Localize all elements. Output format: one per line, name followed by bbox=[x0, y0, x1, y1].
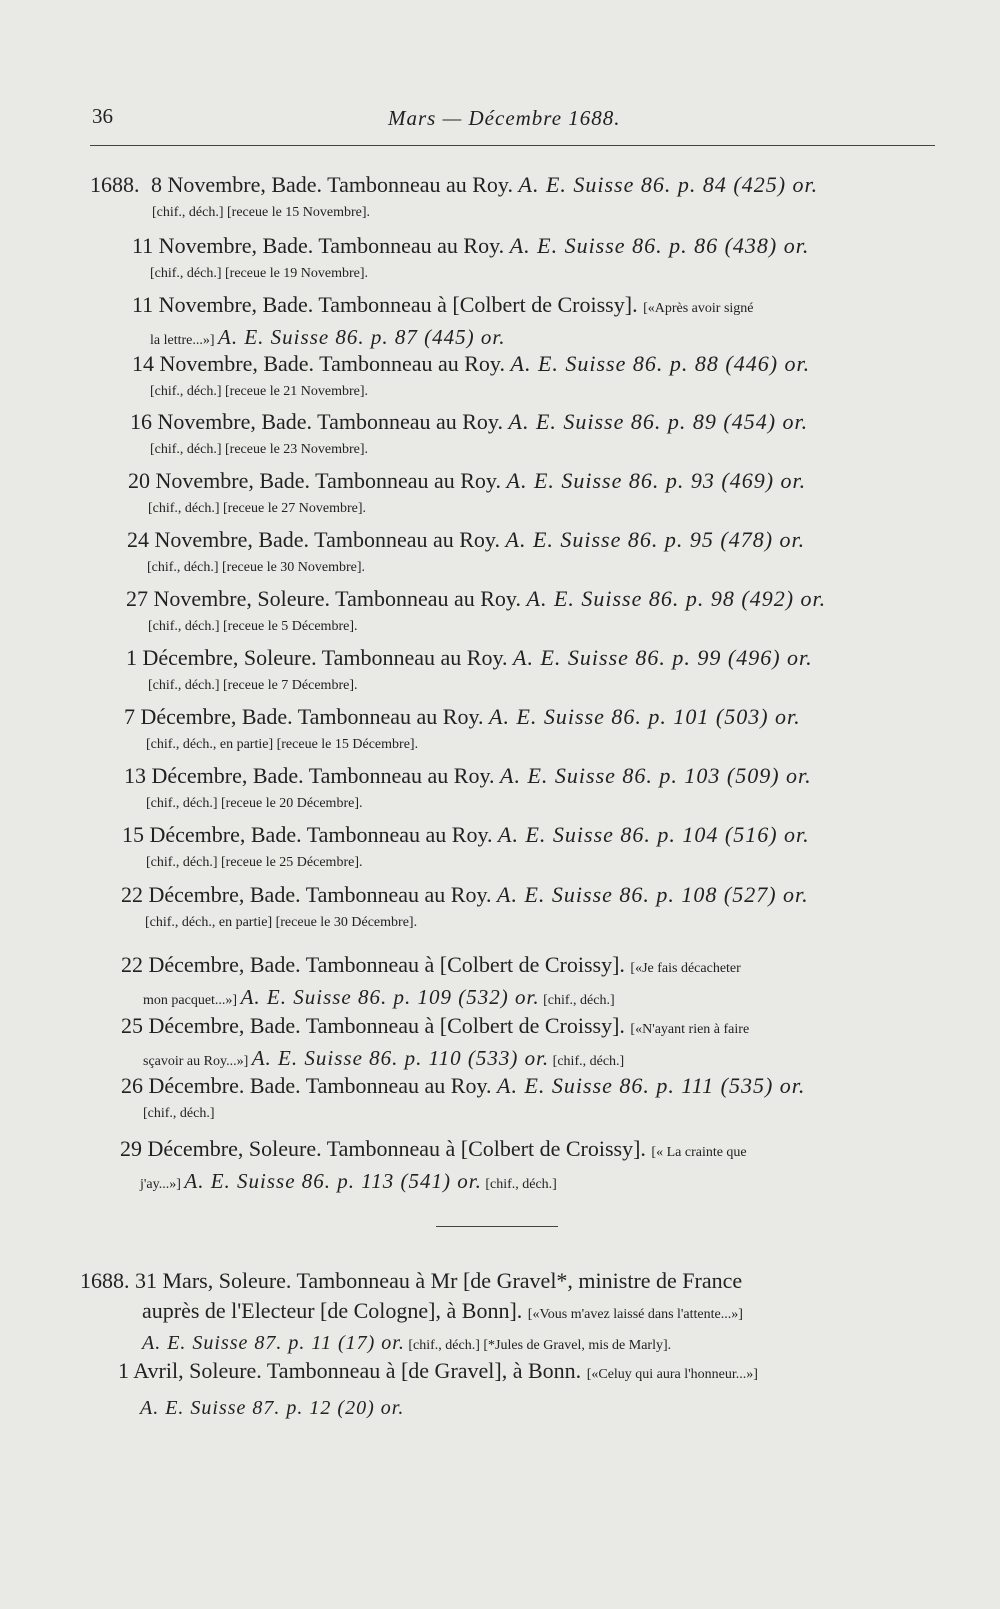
entry-description: Tambonneau à [Colbert de Croissy]. bbox=[305, 952, 625, 977]
page-number: 36 bbox=[92, 104, 113, 128]
list-item bbox=[120, 1136, 960, 1196]
entry-date: 29 Décembre, Soleure. bbox=[120, 1136, 322, 1161]
entry-year: 1688. bbox=[90, 172, 140, 197]
entry-reference: A. E. Suisse 86. p. 95 (478) or. bbox=[505, 527, 806, 552]
list-item bbox=[121, 1013, 961, 1073]
entry-reference: A. E. Suisse 86. p. 87 (445) or. bbox=[218, 325, 506, 349]
entry-quote-note: [«Celuy qui aura l'honneur...»] bbox=[586, 1367, 758, 1382]
list-item bbox=[132, 233, 972, 285]
entry-reference: A. E. Suisse 86. p. 110 (533) or. bbox=[251, 1046, 550, 1070]
entry-quote-cont: la lettre...»] bbox=[150, 333, 215, 348]
entry-note: [chif., déch.] bbox=[552, 1054, 625, 1069]
entry-note: [chif., déch.] bbox=[485, 1177, 557, 1192]
entry-date: 7 Décembre, Bade. bbox=[124, 704, 293, 729]
entry-date: 14 Novembre, Bade. bbox=[132, 351, 315, 376]
entry-quote-note: [«N'ayant rien à faire bbox=[630, 1022, 750, 1037]
entry-reference: A. E. Suisse 86. p. 99 (496) or. bbox=[513, 645, 813, 670]
entry-description: Tambonneau au Roy. bbox=[321, 645, 508, 670]
list-item bbox=[122, 822, 962, 874]
entry-note: [chif., déch., en partie] [receue le 15 Décembre]. bbox=[146, 737, 419, 752]
entry-reference: A. E. Suisse 86. p. 98 (492) or. bbox=[526, 586, 827, 611]
entry-note: [chif., déch.] [receue le 5 Décembre]. bbox=[148, 619, 358, 634]
entry-reference: A. E. Suisse 87. p. 11 (17) or. bbox=[142, 1332, 405, 1354]
entry-note: [chif., déch.] [receue le 7 Décembre]. bbox=[148, 678, 358, 693]
list-item bbox=[118, 1358, 938, 1421]
entry-reference: A. E. Suisse 86. p. 104 (516) or. bbox=[498, 822, 810, 847]
entry-date: 8 Novembre, Bade. bbox=[151, 172, 323, 197]
entry-date: 20 Novembre, Bade. bbox=[128, 468, 311, 493]
entry-date: 26 Décembre. Bade. bbox=[121, 1073, 301, 1098]
entry-description: Tambonneau au Roy. bbox=[305, 1073, 492, 1098]
entry-note: [chif., déch.] [*Jules de Gravel, mis de Marly]. bbox=[408, 1338, 672, 1353]
entry-note: [chif., déch.] [receue le 21 Novembre]. bbox=[150, 384, 369, 399]
section-separator bbox=[436, 1226, 558, 1227]
list-item bbox=[121, 882, 961, 934]
entry-description: Tambonneau au Roy. bbox=[318, 233, 505, 258]
entry-quote-note: [«Vous m'avez laissé dans l'attente...»] bbox=[527, 1307, 743, 1322]
entry-note: [chif., déch.] [receue le 15 Novembre]. bbox=[152, 205, 371, 220]
entry-quote-cont: mon pacquet...»] bbox=[143, 993, 238, 1008]
entry-note: [chif., déch.] [receue le 20 Décembre]. bbox=[146, 796, 363, 811]
entry-note: [chif., déch.] [receue le 27 Novembre]. bbox=[148, 501, 367, 516]
entry-description: Tambonneau au Roy. bbox=[305, 882, 492, 907]
entry-date: 22 Décembre, Bade. bbox=[121, 882, 301, 907]
entry-description: Tambonneau au Roy. bbox=[306, 822, 493, 847]
entry-reference: A. E. Suisse 87. p. 12 (20) or. bbox=[140, 1397, 405, 1419]
list-item bbox=[121, 1073, 961, 1125]
entry-reference: A. E. Suisse 86. p. 113 (541) or. bbox=[184, 1169, 482, 1193]
entry-quote-cont: sçavoir au Roy...»] bbox=[143, 1054, 249, 1069]
entry-note: [chif., déch., en partie] [receue le 30 Décembre]. bbox=[145, 915, 418, 930]
entry-date: 1 Décembre, Soleure. bbox=[126, 645, 317, 670]
entry-note: [chif., déch.] [receue le 30 Novembre]. bbox=[147, 560, 366, 575]
entry-description: Tambonneau au Roy. bbox=[314, 527, 500, 552]
entry-reference: A. E. Suisse 86. p. 86 (438) or. bbox=[509, 233, 810, 258]
entry-reference: A. E. Suisse 86. p. 108 (527) or. bbox=[497, 882, 809, 907]
list-item bbox=[80, 1268, 940, 1357]
entry-quote-note: [«Je fais décacheter bbox=[630, 961, 741, 976]
list-item bbox=[121, 952, 961, 1012]
entry-date: 16 Novembre, Bade. bbox=[130, 409, 313, 434]
entry-description: Tambonneau au Roy. bbox=[327, 172, 513, 197]
entry-date: 24 Novembre, Bade. bbox=[127, 527, 310, 552]
list-item bbox=[130, 409, 970, 461]
entry-date: 25 Décembre, Bade. bbox=[121, 1013, 301, 1038]
entry-description: Tambonneau à [Colbert de Croissy]. bbox=[305, 1013, 625, 1038]
entry-note: [chif., déch.] [receue le 19 Novembre]. bbox=[150, 266, 369, 281]
entry-description: Tambonneau au Roy. bbox=[297, 704, 484, 729]
entry-description: Tambonneau au Roy. bbox=[315, 468, 501, 493]
entry-note: [chif., déch.] bbox=[543, 993, 615, 1008]
entry-quote-note: [« La crainte que bbox=[651, 1145, 747, 1160]
list-item bbox=[127, 527, 967, 579]
entry-date: 13 Décembre, Bade. bbox=[124, 763, 304, 788]
list-item bbox=[132, 292, 972, 352]
list-item bbox=[124, 704, 964, 756]
entry-description: Tambonneau au Roy. bbox=[335, 586, 521, 611]
entry-quote-note: [«Après avoir signé bbox=[643, 301, 754, 316]
entry-date: 15 Décembre, Bade. bbox=[122, 822, 302, 847]
entry-reference: A. E. Suisse 86. p. 88 (446) or. bbox=[510, 351, 811, 376]
list-item bbox=[126, 586, 966, 638]
entry-quote-cont: j'ay...»] bbox=[140, 1177, 181, 1192]
entry-reference: A. E. Suisse 86. p. 109 (532) or. bbox=[240, 985, 540, 1009]
entry-description: Tambonneau au Roy. bbox=[319, 351, 505, 376]
list-item bbox=[90, 172, 930, 224]
entry-description: Tambonneau au Roy. bbox=[317, 409, 503, 434]
list-item bbox=[132, 351, 972, 403]
entry-reference: A. E. Suisse 86. p. 84 (425) or. bbox=[518, 172, 819, 197]
entry-reference: A. E. Suisse 86. p. 93 (469) or. bbox=[506, 468, 807, 493]
entry-description: Tambonneau à [Colbert de Croissy]. bbox=[318, 292, 638, 317]
header-rule bbox=[90, 145, 935, 146]
entry-text: 1 Avril, Soleure. Tambonneau à [de Gravel], à Bonn. bbox=[118, 1358, 582, 1383]
running-title: Mars — Décembre 1688. bbox=[388, 106, 621, 130]
entry-date: 11 Novembre, Bade. bbox=[132, 292, 314, 317]
entry-description: Tambonneau à [Colbert de Croissy]. bbox=[326, 1136, 646, 1161]
entry-reference: A. E. Suisse 86. p. 89 (454) or. bbox=[508, 409, 809, 434]
list-item bbox=[126, 645, 966, 697]
entry-description: Tambonneau au Roy. bbox=[308, 763, 495, 788]
entry-reference: A. E. Suisse 86. p. 101 (503) or. bbox=[489, 704, 801, 729]
entry-text: 1688. 31 Mars, Soleure. Tambonneau à Mr [de Gravel*, ministre de France bbox=[80, 1268, 743, 1293]
entry-reference: A. E. Suisse 86. p. 111 (535) or. bbox=[497, 1073, 806, 1098]
list-item bbox=[128, 468, 968, 520]
entry-reference: A. E. Suisse 86. p. 103 (509) or. bbox=[500, 763, 812, 788]
list-item bbox=[124, 763, 964, 815]
entry-note: [chif., déch.] [receue le 25 Décembre]. bbox=[146, 855, 363, 870]
entry-note: [chif., déch.] bbox=[143, 1106, 215, 1121]
entry-date: 27 Novembre, Soleure. bbox=[126, 586, 331, 611]
entry-text: auprès de l'Electeur [de Cologne], à Bonn]. bbox=[142, 1298, 523, 1323]
entry-note: [chif., déch.] [receue le 23 Novembre]. bbox=[150, 442, 369, 457]
entry-date: 11 Novembre, Bade. bbox=[132, 233, 314, 258]
entry-date: 22 Décembre, Bade. bbox=[121, 952, 301, 977]
